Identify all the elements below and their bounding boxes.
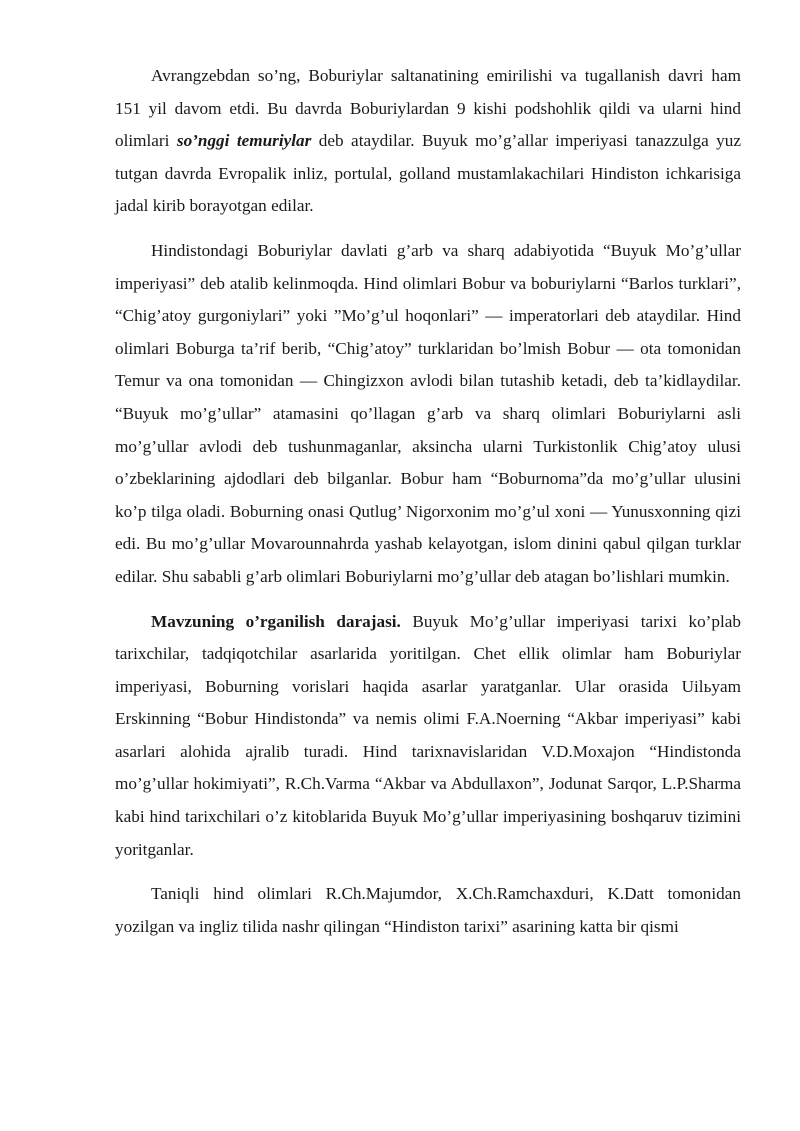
emphasized-term: so’nggi temuriylar	[176, 131, 312, 151]
section-heading-inline: Mavzuning o’rganilish darajasi.	[151, 611, 401, 631]
paragraph-1	[115, 60, 741, 223]
paragraph-3	[115, 606, 741, 867]
paragraph-4: Taniqli hind olimlari R.Ch.Majumdor, X.Ch.Ramchaxduri, K.Datt tomonidan yozilgan va ingliz tilida nashr qilingan “Hindiston tarixi” asarining katta bir qismi	[115, 884, 741, 936]
paragraph-1-text-start: Avrangzebdan so’ng, Boburiylar saltanatining emirilishi va tugallanish davri ham 151 yil davom etdi. Bu davrda Boburiylardan 9 kishi podshohlik qildi va ularni hind olimlari	[115, 66, 741, 151]
paragraph-3-text: Buyuk Mo’g’ullar imperiyasi tarixi ko’plab tarixchilar, tadqiqotchilar asarlarida yoritilgan. Chet ellik olimlar ham Boburiylar imperiyasi, Boburning vorislari haqida asarlar yaratganlar. Ular orasida Uilьyam Erskinning “Bobur Hindistonda” va nemis olimi F.A.Noerning “Akbar imperiyasi” kabi asarlari alohida ajralib turadi. Hind tarixnavislaridan V.D.Moxajon “Hindistonda mo’g’ullar hokimiyati”, R.Ch.Varma “Akbar va Abdullaxon”, Jodunat Sarqor, L.P.Sharma kabi hind tarixchilari o’z kitoblarida Buyuk Mo’g’ullar imperiyasining boshqaruv tizimini yoritganlar.	[115, 611, 741, 859]
paragraph-2: Hindistondagi Boburiylar davlati g’arb va sharq adabiyotida “Buyuk Mo’g’ullar imperiyasi” deb atalib kelinmoqda. Hind olimlari Bobur va boburiylarni “Barlos turklari”, “Chig’atoy gurgoniylari” yoki ”Mo’g’ul hoqonlari” — imperatorlari deb ataydilar. Hind olimlari Boburga ta’rif berib, “Chig’atoy” turklaridan bo’lmish Bobur — ota tomonidan Temur va ona tomonidan — Chingizxon avlodi bilan tutashib ketadi, deb ta’kidlaydilar. “Buyuk mo’g’ullar” atamasini qo’llagan g’arb va sharq olimlari Boburiylarni asli mo’g’ullar avlodi deb tushunmaganlar, aksincha ularni Turkistonlik Chig’atoy ulusi o’zbeklarining ajdodlari deb bilganlar. Bobur ham “Boburnoma”da mo’g’ullar ulusini ko’p tilga oladi. Boburning onasi Qutlug’ Nigorxonim mo’g’ul xoni — Yunusxonning qizi edi. Bu mo’g’ullar Movarounnahrda yashab kelayotgan, islom dinini qabul qilgan turklar edilar. Shu sababli g’arb olimlari Boburiylarni mo’g’ullar deb atagan bo’lishlari mumkin.	[115, 240, 741, 586]
document-page	[115, 60, 741, 955]
paragraph-1-text-end: deb ataydilar. Buyuk mo’g’allar imperiyasi tanazzulga yuz tutgan davrda Evropalik inliz, portulal, golland mustamlakachilari Hindiston ichkarisiga jadal kirib borayotgan edilar.	[115, 131, 741, 216]
